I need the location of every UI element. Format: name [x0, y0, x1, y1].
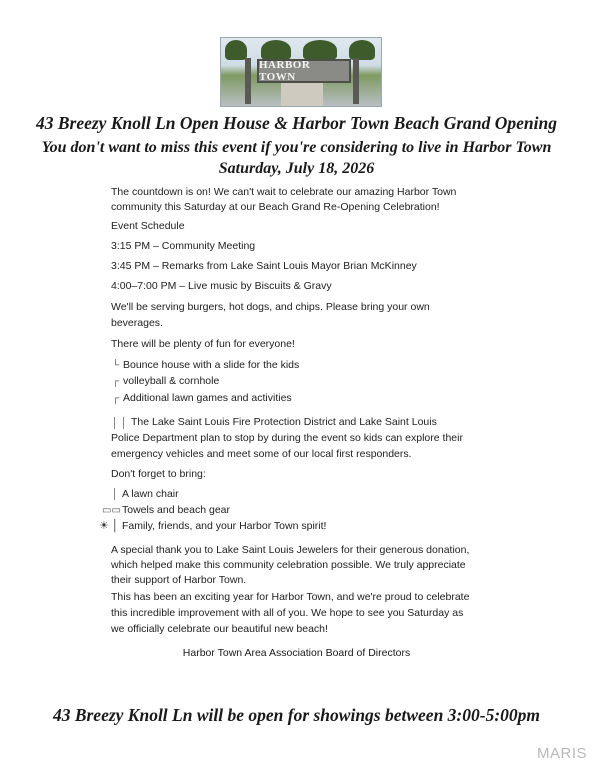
- schedule-title: Event Schedule: [111, 220, 185, 232]
- intro-line: community this Saturday at our Beach Grand Re-Opening Celebration!: [111, 201, 440, 213]
- fire-line: Police Department plan to stop by during the event so kids can explore their: [111, 432, 463, 444]
- tree: [225, 40, 247, 60]
- checkbox-icon: ┌: [112, 393, 120, 404]
- towel-icon: ▭▭: [102, 505, 121, 516]
- thanks-line: which helped make this community celebration possible. We truly appreciate: [111, 559, 466, 571]
- fire-line: emergency vehicles and meet some of our local first responders.: [111, 448, 412, 460]
- fire-line: The Lake Saint Louis Fire Protection District and Lake Saint Louis: [131, 416, 437, 428]
- thanks-line: their support of Harbor Town.: [111, 574, 247, 586]
- fun-title: There will be plenty of fun for everyone!: [111, 338, 295, 350]
- bring-item: A lawn chair: [122, 488, 179, 500]
- boardwalk: [281, 80, 323, 106]
- fire-truck-icon: │ │: [112, 418, 128, 429]
- tree: [303, 40, 337, 60]
- showing-notice: 43 Breezy Knoll Ln will be open for showings between 3:00-5:00pm: [52, 705, 541, 725]
- closing-line: This has been an exciting year for Harbor Town, and we're proud to celebrate: [111, 591, 470, 603]
- sign-post: [353, 58, 359, 104]
- schedule-item: 4:00–7:00 PM – Live music by Biscuits & Gravy: [111, 280, 332, 292]
- bring-item: Towels and beach gear: [122, 504, 230, 516]
- event-date: Saturday, July 18, 2026: [218, 160, 375, 177]
- bring-title: Don't forget to bring:: [111, 468, 206, 480]
- checkbox-icon: └: [112, 360, 120, 371]
- tree: [261, 40, 291, 60]
- intro-line: The countdown is on! We can't wait to celebrate our amazing Harbor Town: [111, 186, 457, 198]
- fun-item: Additional lawn games and activities: [123, 392, 292, 404]
- checkbox-icon: ┌: [112, 376, 120, 387]
- chair-icon: │: [112, 489, 119, 500]
- sign-arch: HARBOR TOWN: [257, 59, 351, 83]
- tree: [349, 40, 375, 60]
- schedule-item: 3:15 PM – Community Meeting: [111, 240, 256, 252]
- sun-icon: ☀ │: [99, 520, 119, 532]
- signature: Harbor Town Area Association Board of Directors: [182, 647, 411, 659]
- closing-line: this incredible improvement with all of you. We hope to see you Saturday as: [111, 607, 464, 619]
- fun-item: Bounce house with a slide for the kids: [123, 359, 300, 371]
- subheadline: You don't want to miss this event if you're considering to live in Harbor Town: [41, 139, 552, 156]
- bring-item: Family, friends, and your Harbor Town spirit!: [122, 520, 327, 532]
- schedule-item: 3:45 PM – Remarks from Lake Saint Louis Mayor Brian McKinney: [111, 260, 417, 272]
- food-line: We'll be serving burgers, hot dogs, and chips. Please bring your own: [111, 301, 430, 313]
- food-line: beverages.: [111, 317, 163, 329]
- harbor-town-sign-photo: [220, 37, 382, 107]
- fun-item: volleyball & cornhole: [123, 375, 220, 387]
- sign-post: [245, 58, 251, 104]
- closing-line: we officially celebrate our beautiful new beach!: [111, 623, 328, 635]
- watermark: MARIS: [536, 745, 587, 762]
- thanks-line: A special thank you to Lake Saint Louis Jewelers for their generous donation,: [111, 544, 470, 556]
- headline: 43 Breezy Knoll Ln Open House & Harbor Town Beach Grand Opening: [35, 113, 558, 133]
